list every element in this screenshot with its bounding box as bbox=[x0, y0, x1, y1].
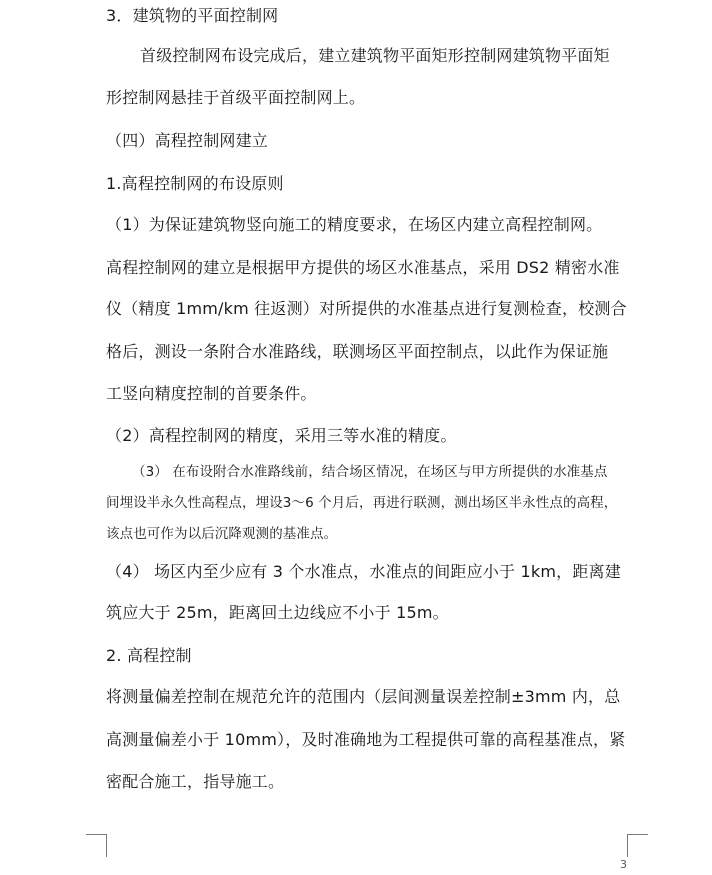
subheading-elevation-control: 2. 高程控制 bbox=[106, 646, 192, 665]
paragraph-line: 高测量偏差小于 10mm），及时准确地为工程提供可靠的高程基准点，紧 bbox=[106, 730, 626, 749]
bottom-right-crop-mark bbox=[627, 834, 648, 857]
section-heading-elevation-control: （四）高程控制网建立 bbox=[106, 131, 269, 150]
paragraph-line: 仪（精度 1mm/km 往返测）对所提供的水准基点进行复测检查，校测合 bbox=[106, 299, 627, 318]
paragraph-line: （1）为保证建筑物竖向施工的精度要求，在场区内建立高程控制网。 bbox=[106, 215, 603, 234]
bottom-left-crop-mark bbox=[86, 834, 107, 857]
heading-building-plane-control-network: 3．建筑物的平面控制网 bbox=[106, 6, 279, 25]
subheading-layout-principles: 1.高程控制网的布设原则 bbox=[106, 174, 284, 193]
paragraph-line: 将测量偏差控制在规范允许的范围内（层间测量误差控制±3mm 内，总 bbox=[106, 687, 621, 706]
paragraph-line: 高程控制网的建立是根据甲方提供的场区水准基点，采用 DS2 精密水准 bbox=[106, 258, 620, 277]
paragraph-line: 筑应大于 25m，距离回土边线应不小于 15m。 bbox=[106, 603, 449, 622]
paragraph-line: （2）高程控制网的精度，采用三等水准的精度。 bbox=[106, 426, 457, 445]
paragraph-line: 首级控制网布设完成后，建立建筑物平面矩形控制网建筑物平面矩 bbox=[140, 46, 610, 65]
paragraph-line: 工竖向精度控制的首要条件。 bbox=[106, 384, 317, 403]
paragraph-line-small: 该点也可作为以后沉降观测的基准点。 bbox=[106, 526, 338, 542]
paragraph-line: 形控制网悬挂于首级平面控制网上。 bbox=[106, 88, 366, 107]
paragraph-line: 格后，测设一条附合水准路线，联测场区平面控制点，以此作为保证施 bbox=[106, 342, 609, 361]
paragraph-line-small: （3） 在布设附合水准路线前，结合场区情况，在场区与甲方所提供的水准基点 bbox=[132, 464, 608, 480]
paragraph-line: 密配合施工，指导施工。 bbox=[106, 772, 285, 791]
paragraph-line: （4） 场区内至少应有 3 个水准点，水准点的间距应小于 1km，距离建 bbox=[106, 562, 621, 581]
paragraph-line-small: 间埋设半永久性高程点，埋设3～6 个月后，再进行联测，测出场区半永性点的高程， bbox=[106, 495, 618, 511]
page-number: 3 bbox=[620, 858, 627, 871]
